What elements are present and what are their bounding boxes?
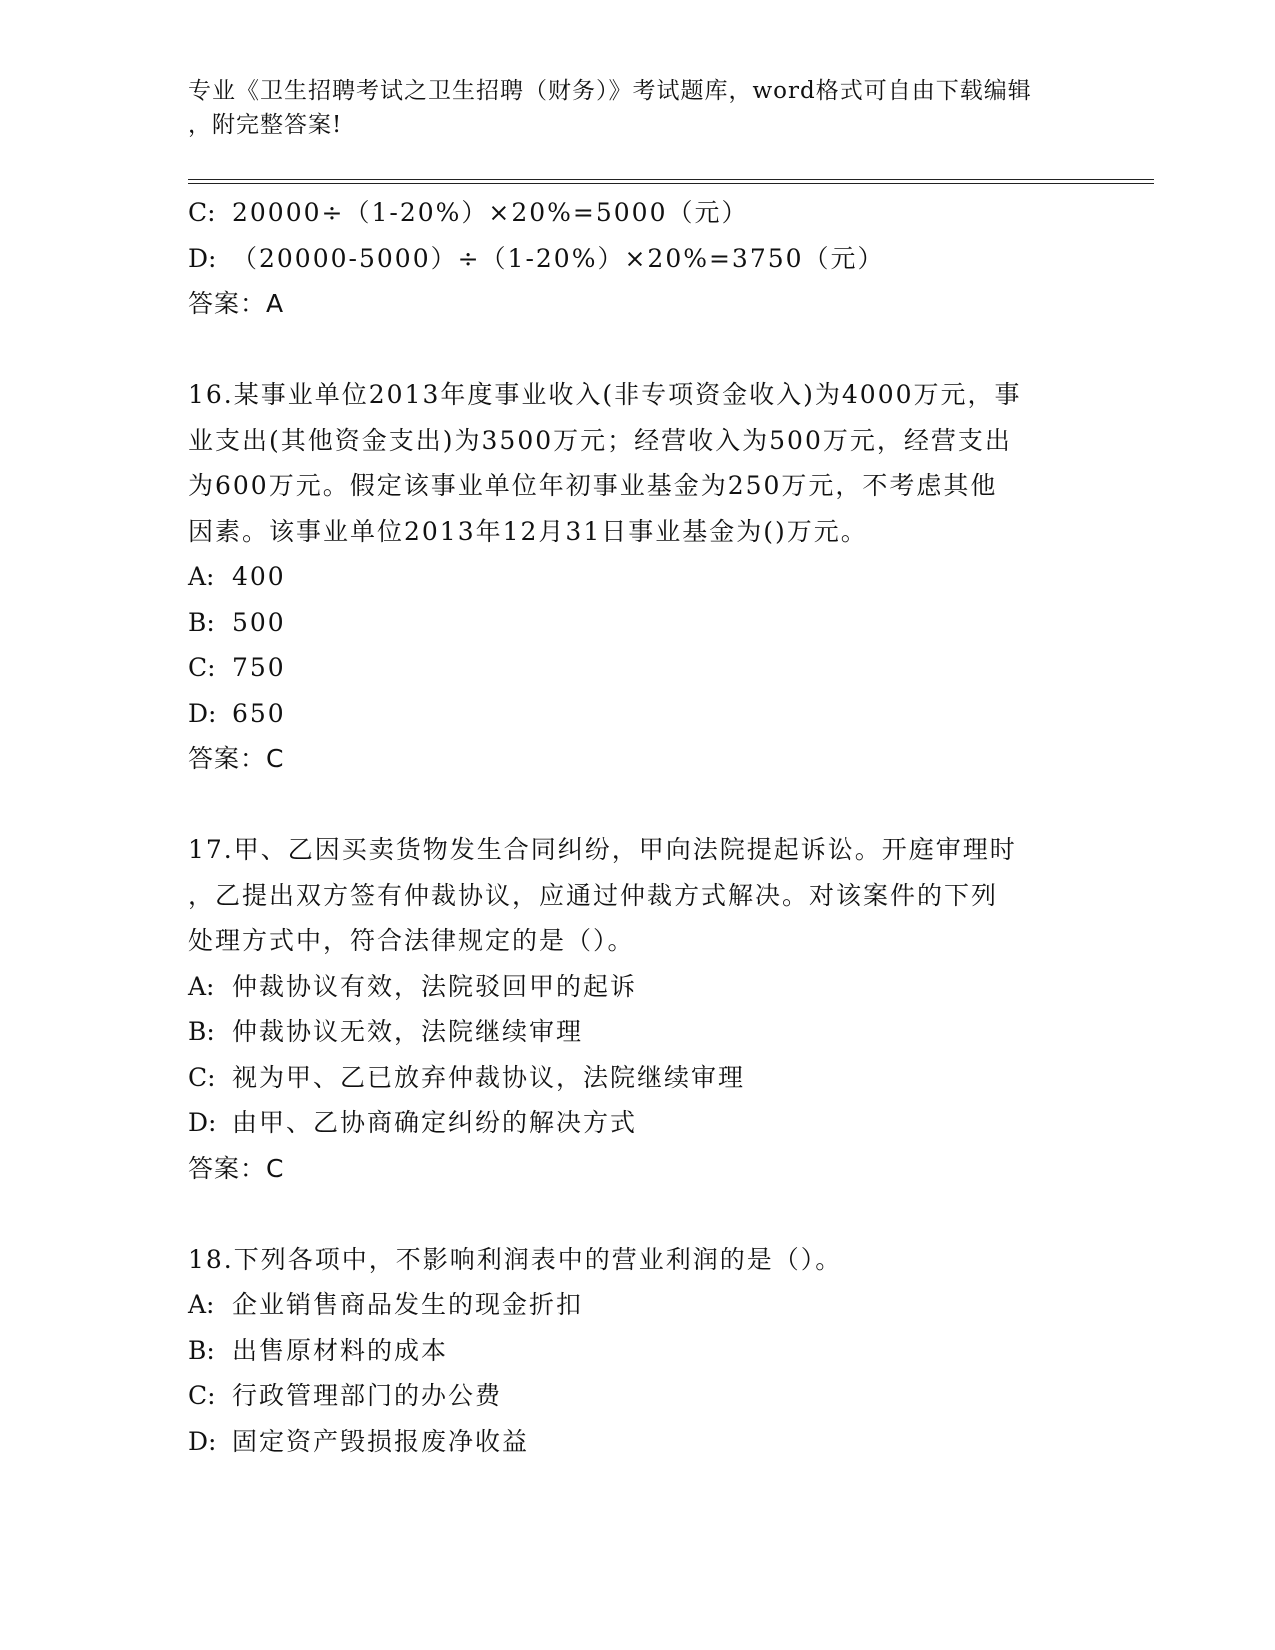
option-key: D: (188, 698, 217, 728)
option-text: 500 (232, 607, 286, 637)
option-text: 视为甲、乙已放弃仲裁协议，法院继续审理 (232, 1062, 746, 1092)
answer-line: 答案：C (188, 1153, 285, 1183)
option-text: 仲裁协议无效，法院继续审理 (232, 1017, 584, 1046)
previous-question-tail (188, 190, 1088, 327)
option-d (188, 236, 1088, 282)
option-text: 400 (232, 562, 286, 591)
option-key: B: (188, 1017, 215, 1046)
option-key: D: (188, 243, 217, 273)
option-c (188, 645, 1088, 691)
question-17 (188, 827, 1088, 1191)
option-text: 由甲、乙协商确定纠纷的解决方式 (232, 1108, 638, 1137)
answer-line: 答案：A (188, 289, 285, 318)
option-text: 行政管理部门的办公费 (232, 1381, 503, 1410)
question-stem-line: 为600万元。假定该事业单位年初事业基金为250万元，不考虑其他 (188, 471, 998, 500)
option-d (188, 1419, 1088, 1465)
option-key: A: (188, 1290, 215, 1319)
question-stem-line: 16.某事业单位2013年度事业收入(非专项资金收入)为4000万元，事 (188, 380, 1022, 409)
option-a (188, 1282, 1088, 1328)
option-key: C: (188, 653, 216, 682)
question-stem-line: ，乙提出双方签有仲裁协议，应通过仲裁方式解决。对该案件的下列 (188, 880, 999, 910)
option-key: B: (188, 1335, 215, 1365)
option-text: 20000÷（1-20%）×20%=5000（元） (232, 198, 749, 227)
option-key: B: (188, 607, 215, 637)
option-key: C: (188, 1062, 216, 1092)
option-key: A: (188, 971, 215, 1001)
question-stem-line: 17.甲、乙因买卖货物发生合同纠纷，甲向法院提起诉讼。开庭审理时 (188, 835, 1017, 864)
option-c (188, 1373, 1088, 1419)
option-b (188, 1009, 1088, 1055)
question-list (188, 190, 1088, 1464)
header-divider-top (188, 179, 1154, 180)
answer-line: 答案：C (188, 744, 285, 773)
option-a (188, 964, 1088, 1010)
option-key: D: (188, 1108, 217, 1137)
header-title-line-1: 专业《卫生招聘考试之卫生招聘（财务）》考试题库，word格式可自由下载编辑 (188, 78, 1032, 104)
option-c (188, 1055, 1088, 1101)
option-key: A: (188, 562, 215, 591)
question-18 (188, 1237, 1088, 1465)
option-key: C: (188, 1381, 216, 1410)
option-text: 企业销售商品发生的现金折扣 (232, 1290, 584, 1319)
option-key: D: (188, 1426, 217, 1456)
header-divider-bottom (188, 183, 1154, 184)
option-key: C: (188, 198, 216, 227)
option-text: 650 (232, 698, 286, 728)
option-text: 仲裁协议有效，法院驳回甲的起诉 (232, 971, 638, 1001)
option-text: 固定资产毁损报废净收益 (232, 1426, 530, 1456)
header-title-line-2: ，附完整答案! (188, 112, 343, 138)
option-text: （20000-5000）÷（1-20%）×20%=3750（元） (232, 243, 885, 273)
question-stem-line: 处理方式中，符合法律规定的是（）。 (188, 926, 635, 955)
option-a (188, 554, 1088, 600)
option-c (188, 190, 1088, 236)
page-header (188, 74, 1068, 142)
option-d (188, 691, 1088, 737)
option-d (188, 1100, 1088, 1146)
question-stem-line: 因素。该事业单位2013年12月31日事业基金为()万元。 (188, 516, 868, 546)
question-16 (188, 372, 1088, 782)
question-stem-line: 业支出(其他资金支出)为3500万元；经营收入为500万元，经营支出 (188, 425, 1012, 455)
question-stem-line: 18.下列各项中，不影响利润表中的营业利润的是（）。 (188, 1244, 843, 1274)
option-b (188, 600, 1088, 646)
option-b (188, 1328, 1088, 1374)
option-text: 出售原材料的成本 (232, 1335, 449, 1365)
option-text: 750 (232, 653, 286, 682)
